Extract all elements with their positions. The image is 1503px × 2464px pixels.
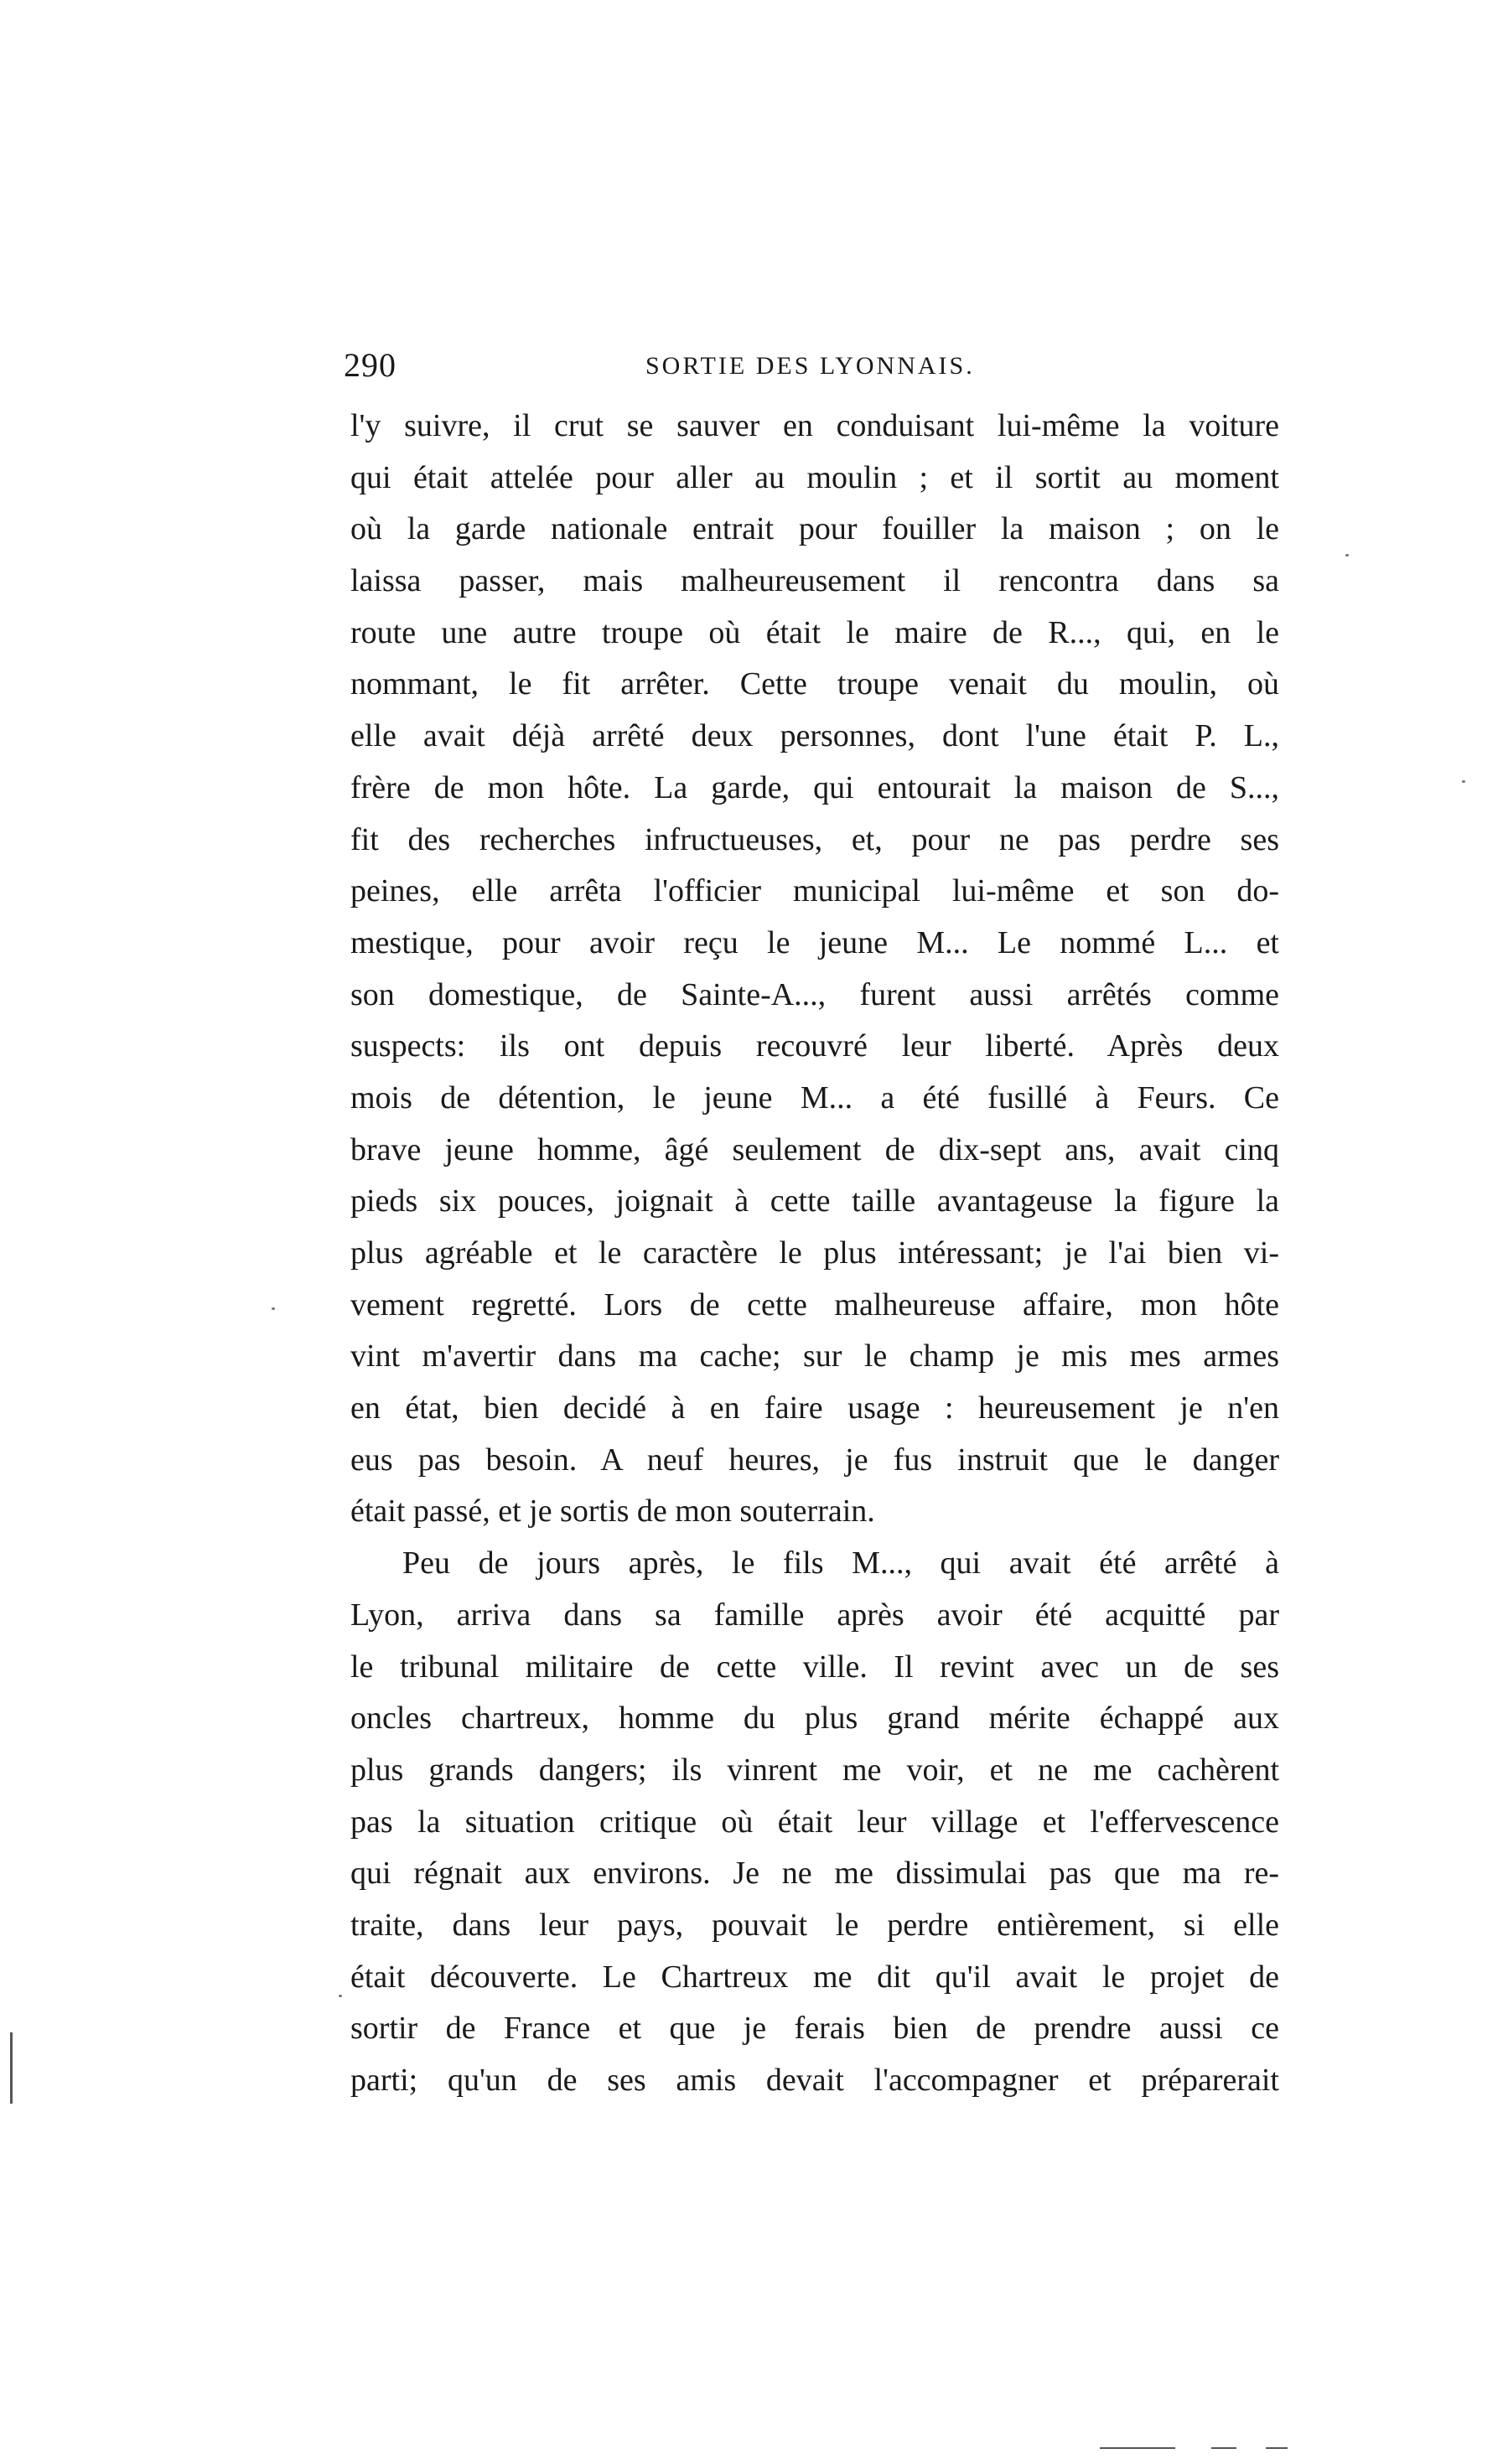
scan-footer-rule: [1266, 2447, 1288, 2449]
paragraph-start-line: Peu de jours après, le fils M..., qui avait été arrêté à: [402, 1545, 1279, 1581]
text-line: nommant, le fit arrêter. Cette troupe venait du moulin, où: [350, 666, 1279, 702]
text-line: plus grands dangers; ils vinrent me voir, et ne me cachèrent: [350, 1752, 1279, 1788]
text-line: vint m'avertir dans ma cache; sur le champ je mis mes armes: [350, 1338, 1279, 1374]
scan-footer-rule: [1211, 2447, 1236, 2449]
text-line: brave jeune homme, âgé seulement de dix-sept ans, avait cinq: [350, 1131, 1279, 1167]
text-line: fit des recherches infructueuses, et, pour ne pas perdre ses: [350, 821, 1279, 857]
text-line: pas la situation critique où était leur village et l'effervescence: [350, 1804, 1279, 1840]
scan-speck: [1462, 780, 1465, 783]
scan-speck: [1345, 554, 1349, 556]
text-line: mestique, pour avoir reçu le jeune M... Le nommé L... et: [350, 924, 1279, 960]
text-line: où la garde nationale entrait pour fouiller la maison ; on le: [350, 511, 1279, 547]
text-line: laissa passer, mais malheureusement il rencontra dans sa: [350, 563, 1279, 599]
text-line: oncles chartreux, homme du plus grand mérite échappé aux: [350, 1700, 1279, 1737]
page-number: 290: [344, 346, 396, 384]
text-line: mois de détention, le jeune M... a été fusillé à Feurs. Ce: [350, 1079, 1279, 1116]
text-line: suspects: ils ont depuis recouvré leur liberté. Après deux: [350, 1028, 1279, 1064]
text-line: sortir de France et que je ferais bien de prendre aussi ce: [350, 2011, 1279, 2047]
text-line: peines, elle arrêta l'officier municipal lui-même et son do-: [350, 873, 1279, 909]
text-line: plus agréable et le caractère le plus intéressant; je l'ai bien vi-: [350, 1235, 1279, 1271]
page-header: [344, 345, 1274, 396]
running-head: SORTIE DES LYONNAIS.: [645, 352, 975, 380]
text-line: était découverte. Le Chartreux me dit qu'il avait le projet de: [350, 1959, 1279, 1995]
text-line: son domestique, de Sainte-A..., furent aussi arrêtés comme: [350, 976, 1279, 1012]
text-line: le tribunal militaire de cette ville. Il revint avec un de ses: [350, 1649, 1279, 1685]
text-line: l'y suivre, il crut se sauver en conduisant lui-même la voiture: [350, 408, 1279, 443]
text-line: traite, dans leur pays, pouvait le perdre entièrement, si elle: [350, 1907, 1279, 1943]
scan-margin-mark: [10, 2032, 13, 2104]
text-line: route une autre troupe où était le maire de R..., qui, en le: [350, 614, 1279, 650]
body-text: [350, 401, 1279, 2107]
text-line: vement regretté. Lors de cette malheureuse affaire, mon hôte: [350, 1286, 1279, 1323]
text-line: parti; qu'un de ses amis devait l'accompagner et préparerait: [350, 2063, 1279, 2098]
scan-speck: [339, 1995, 342, 1997]
text-line: pieds six pouces, joignait à cette taille avantageuse la figure la: [350, 1183, 1279, 1219]
text-line: Lyon, arriva dans sa famille après avoir été acquitté par: [350, 1597, 1279, 1633]
text-line: eus pas besoin. A neuf heures, je fus instruit que le danger: [350, 1442, 1279, 1478]
text-line: qui régnait aux environs. Je ne me dissimulai pas que ma re-: [350, 1856, 1279, 1892]
scan-speck: [272, 1307, 275, 1310]
text-line: qui était attelée pour aller au moulin ; et il sortit au moment: [350, 459, 1279, 495]
paragraph-end-line: était passé, et je sortis de mon souterrain.: [350, 1493, 875, 1530]
scan-footer-rule: [1100, 2447, 1175, 2449]
text-line: elle avait déjà arrêté deux personnes, dont l'une était P. L.,: [350, 718, 1279, 754]
text-line: frère de mon hôte. La garde, qui entourait la maison de S...,: [350, 769, 1279, 805]
text-line: en état, bien decidé à en faire usage : heureusement je n'en: [350, 1390, 1279, 1426]
